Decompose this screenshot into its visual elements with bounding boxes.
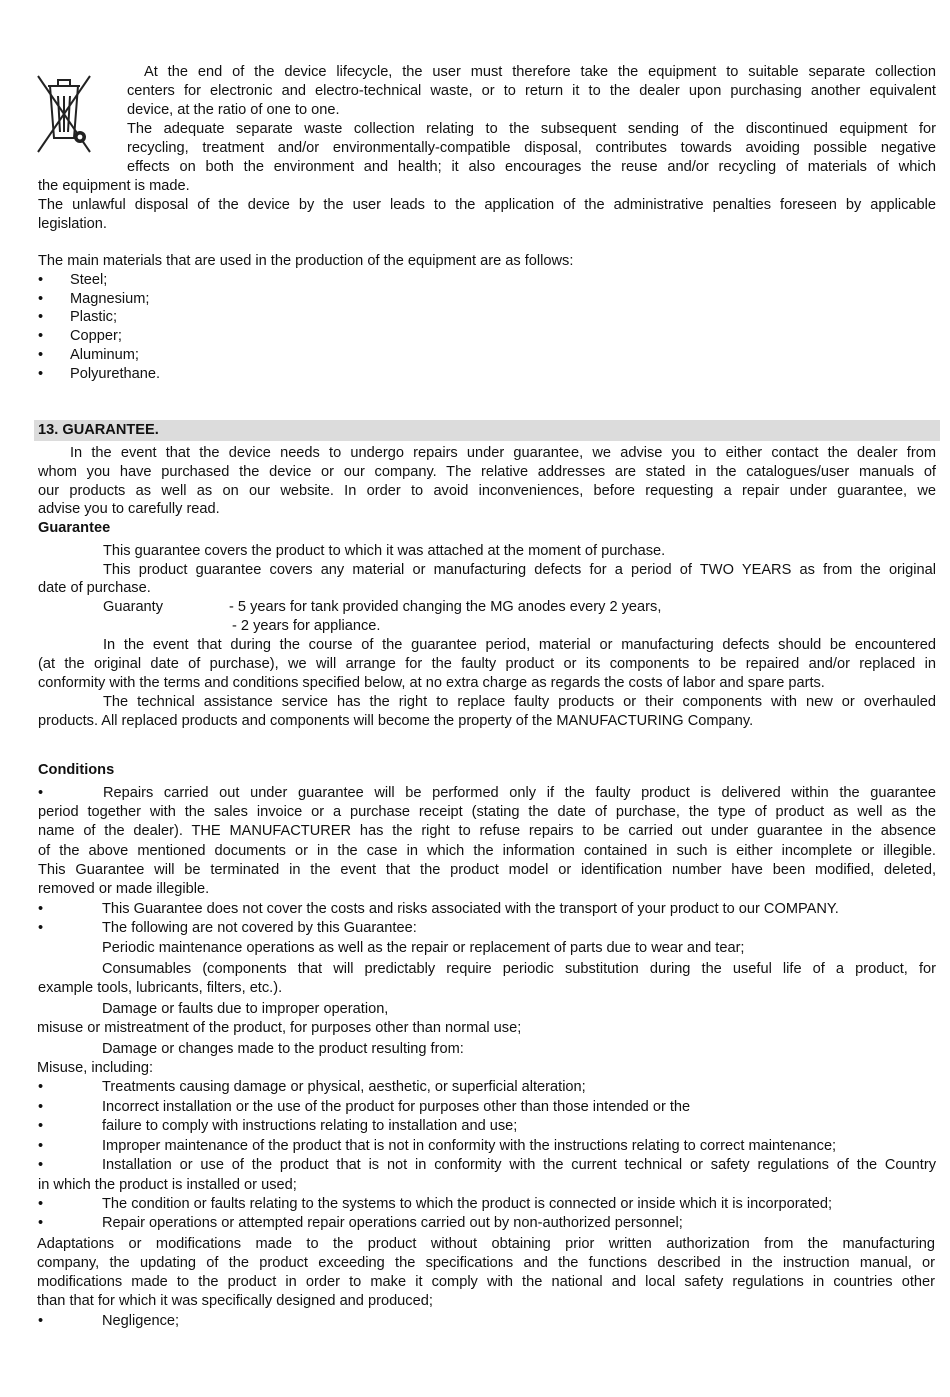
bullet: • — [38, 1099, 44, 1115]
misuse-line: misuse or mistreatment of the product, for purposes other than normal use; — [37, 1020, 522, 1036]
bullet: • — [38, 291, 44, 307]
installation-line-1: Installation or use of the product that is not in conformity with the current technical or safety regulations of the Country — [102, 1157, 936, 1173]
periodic-line: Periodic maintenance operations as well as the repair or replacement of parts due to wear and tear; — [102, 940, 745, 956]
bullet: • — [38, 347, 44, 363]
disposal-line-2: centers for electronic and electro-technical waste, or to return it to the dealer upon purchasing another equivalent — [127, 83, 936, 99]
misuse-item-1: Treatments causing damage or physical, aesthetic, or superficial alteration; — [102, 1079, 586, 1095]
disposal-line-6: effects on both the environment and health; it also encourages the reuse and/or recycling of materials of which — [127, 159, 936, 175]
transport-line: This Guarantee does not cover the costs and risks associated with the transport of your product to our COMPANY. — [102, 901, 839, 917]
consumables-line-2: example tools, lubricants, filters, etc.). — [38, 980, 283, 996]
repairs-line-1: Repairs carried out under guarantee will be performed only if the faulty product is delivered within the guarantee — [103, 785, 936, 801]
guarantee-intro-3: our products as well as on our website. In order to avoid inconveniences, before requesting a repair under guarantee, we — [38, 483, 936, 499]
misuse-item-2: Incorrect installation or the use of the product for purposes other than those intended or the — [102, 1099, 691, 1115]
bullet: • — [38, 1079, 44, 1095]
repairs-line-4: of the above mentioned documents or in the case in which the information contained in such is either incomplete or illegible. — [38, 843, 936, 859]
bullet: • — [38, 785, 44, 801]
repair-line-3: conformity with the terms and conditions specified below, at no extra charge as regards the costs of labor and spare parts. — [38, 675, 825, 691]
guaranty-tank: - 5 years for tank provided changing the MG anodes every 2 years, — [229, 599, 662, 615]
adaptations-line-2: company, the updating of the product exceeding the specifications and the functions described in the instruction manual, or — [37, 1255, 935, 1271]
penalty-line-1: The unlawful disposal of the device by the user leads to the application of the administrative penalties foreseen by applicable — [38, 197, 936, 213]
guarantee-intro-4: advise you to carefully read. — [38, 501, 220, 517]
section-heading-bar — [34, 420, 940, 441]
conditions-title: Conditions — [38, 762, 115, 778]
bullet: • — [38, 1196, 44, 1212]
tech-line-2: products. All replaced products and components will become the property of the MANUFACTURING Company. — [38, 713, 754, 729]
penalty-line-2: legislation. — [38, 216, 107, 232]
not-covered-line: The following are not covered by this Guarantee: — [102, 920, 417, 936]
material-steel: Steel; — [70, 272, 108, 288]
guaranty-label: Guaranty — [103, 599, 164, 615]
material-magnesium: Magnesium; — [70, 291, 150, 307]
bullet: • — [38, 901, 44, 917]
repair-line-2: (at the original date of purchase), we will arrange for the faulty product or its components to be repaired and/or replaced in — [38, 656, 936, 672]
material-copper: Copper; — [70, 328, 122, 344]
consumables-line-1: Consumables (components that will predictably require periodic substitution during the useful life of a product, for — [102, 961, 936, 977]
bullet: • — [38, 1215, 44, 1231]
material-plastic: Plastic; — [70, 309, 118, 325]
adaptations-line-3: modifications made to the product in order to make it comply with the national and local safety regulations in countries other — [37, 1274, 935, 1290]
crossed-out-wheelie-bin-icon — [36, 72, 92, 156]
damage-improper-line: Damage or faults due to improper operation, — [102, 1001, 389, 1017]
adaptations-line-4: than that for which it was specifically designed and produced; — [37, 1293, 433, 1309]
repairs-line-2: period together with the sales invoice or a purchase receipt (stating the date of purchase, the type of product as well as the — [38, 804, 936, 820]
disposal-line-7: the equipment is made. — [38, 178, 190, 194]
damage-changes-line: Damage or changes made to the product resulting from: — [102, 1041, 464, 1057]
unauthorized-line: Repair operations or attempted repair operations carried out by non-authorized personnel; — [102, 1215, 683, 1231]
bullet: • — [38, 272, 44, 288]
misuse-item-4: Improper maintenance of the product that is not in conformity with the instructions relating to correct maintenance; — [102, 1138, 837, 1154]
negligence-line: Negligence; — [102, 1313, 180, 1329]
bullet: • — [38, 366, 44, 382]
material-polyurethane: Polyurethane. — [70, 366, 161, 382]
guaranty-appliance: - 2 years for appliance. — [232, 618, 381, 634]
disposal-line-5: recycling, treatment and/or environmentally-compatible disposal, contributes towards avoiding possible negative — [127, 140, 936, 156]
repairs-line-3: name of the dealer). THE MANUFACTURER has the right to refuse repairs to be carried out under guarantee in the absence — [38, 823, 936, 839]
disposal-line-3: device, at the ratio of one to one. — [127, 102, 340, 118]
bullet: • — [38, 1157, 44, 1173]
covers-line: This guarantee covers the product to which it was attached at the moment of purchase. — [103, 543, 666, 559]
bullet: • — [38, 309, 44, 325]
guarantee-title: Guarantee — [38, 520, 111, 536]
bullet: • — [38, 1313, 44, 1329]
defects-line-1: This product guarantee covers any material or manufacturing defects for a period of TWO YEARS as from the original — [103, 562, 936, 578]
repair-line-1: In the event that during the course of the guarantee period, material or manufacturing defects should be encountered — [103, 637, 936, 653]
materials-intro: The main materials that are used in the production of the equipment are as follows: — [38, 253, 574, 269]
material-aluminum: Aluminum; — [70, 347, 139, 363]
tech-line-1: The technical assistance service has the right to replace faulty products or their components with new or overhauled — [103, 694, 936, 710]
bullet: • — [38, 328, 44, 344]
bullet: • — [38, 1118, 44, 1134]
installation-line-2: in which the product is installed or used; — [38, 1177, 297, 1193]
guarantee-intro-1: In the event that the device needs to undergo repairs under guarantee, we advise you to either contact the dealer from — [70, 445, 936, 461]
defects-line-2: date of purchase. — [38, 580, 151, 596]
misuse-item-3: failure to comply with instructions relating to installation and use; — [102, 1118, 518, 1134]
section-heading-guarantee: 13. GUARANTEE. — [38, 422, 159, 438]
adaptations-line-1: Adaptations or modifications made to the product without obtaining prior written authorization from the manufacturing — [37, 1236, 935, 1252]
disposal-line-1: At the end of the device lifecycle, the user must therefore take the equipment to suitable separate collection — [144, 64, 936, 80]
repairs-line-6: removed or made illegible. — [38, 881, 210, 897]
guarantee-intro-2: whom you have purchased the device or our company. The relative addresses are stated in the catalogues/user manuals of — [38, 464, 936, 480]
systems-line: The condition or faults relating to the systems to which the product is connected or inside which it is incorporated; — [102, 1196, 833, 1212]
repairs-line-5: This Guarantee will be terminated in the event that the product model or identification number have been modified, deleted, — [38, 862, 936, 878]
misuse-including-line: Misuse, including: — [37, 1060, 153, 1076]
bullet: • — [38, 920, 44, 936]
bullet: • — [38, 1138, 44, 1154]
disposal-line-4: The adequate separate waste collection relating to the subsequent sending of the discontinued equipment for — [127, 121, 936, 137]
